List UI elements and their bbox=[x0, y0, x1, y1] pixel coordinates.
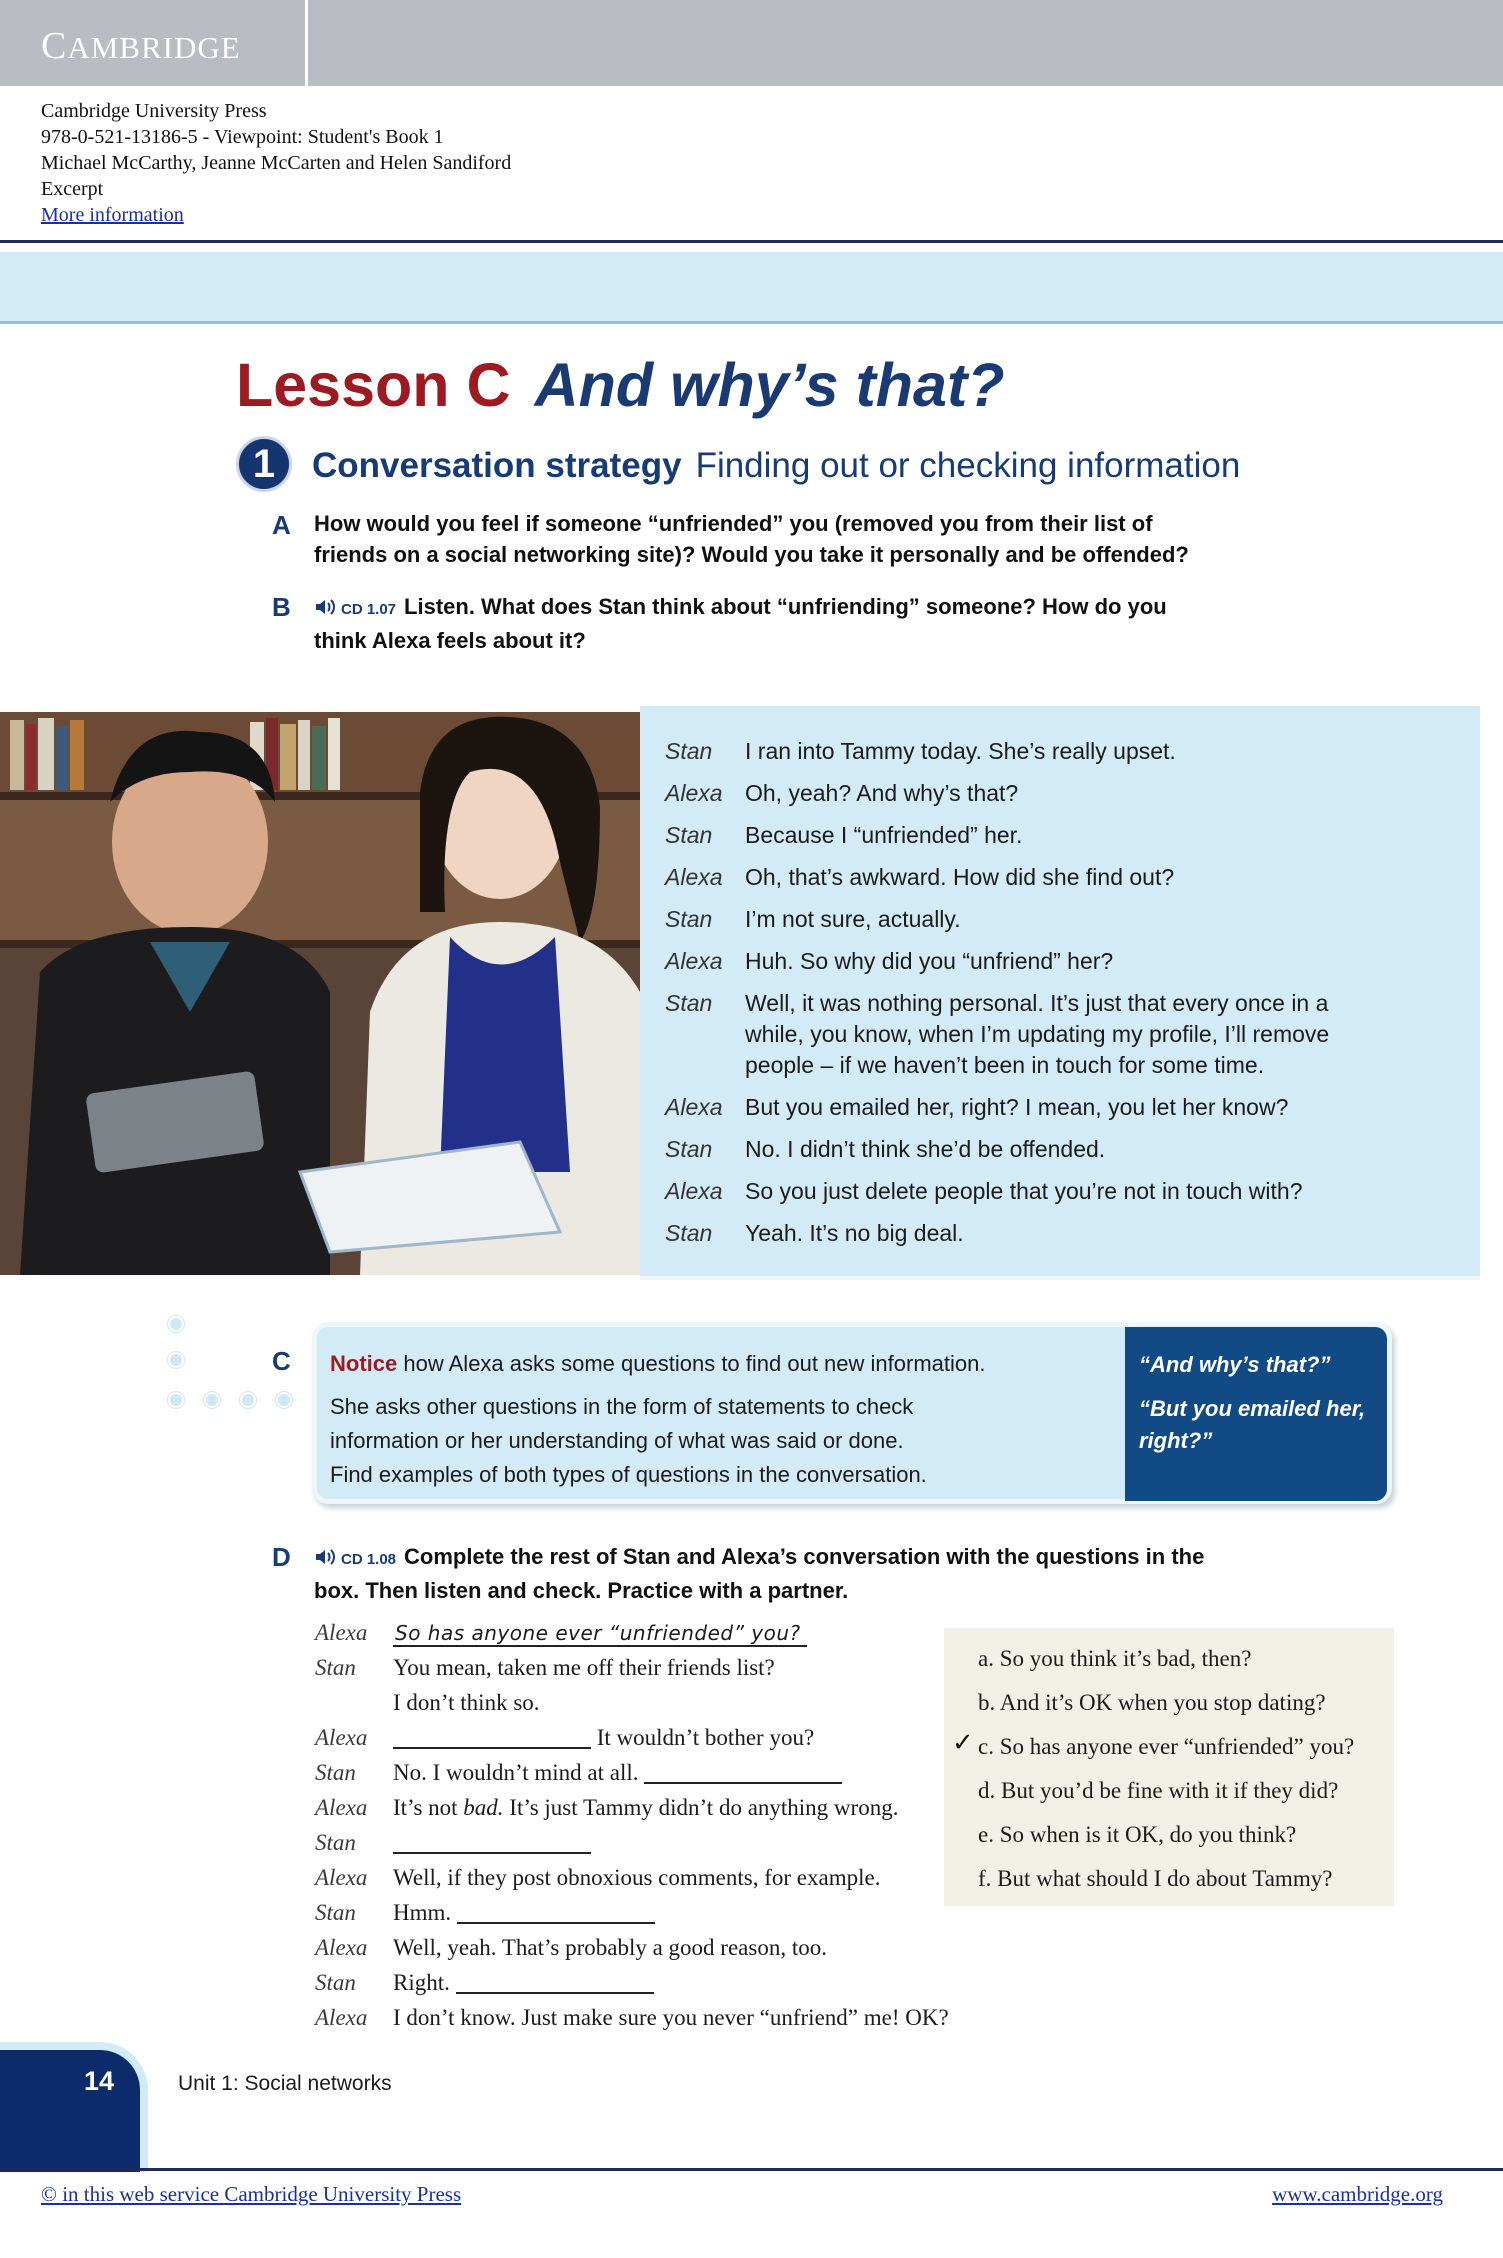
utterance: So you just delete people that you’re not in touch with? bbox=[745, 1178, 1303, 1204]
speaker-name: Alexa bbox=[665, 1094, 723, 1120]
dialogue-text: You mean, taken me off their friends list? bbox=[393, 1655, 775, 1680]
speaker-name: Alexa bbox=[315, 2005, 368, 2030]
handwritten-answer: So has anyone ever “unfriended” you? bbox=[393, 1621, 807, 1647]
speaker-name: Stan bbox=[665, 1136, 713, 1162]
notice-line: information or her understanding of what was said or done. bbox=[330, 1428, 904, 1453]
answer-blank[interactable] bbox=[393, 1832, 591, 1854]
utterance: I’m not sure, actually. bbox=[745, 906, 961, 932]
speaker-name: Stan bbox=[665, 738, 713, 764]
more-information-link[interactable]: More information bbox=[41, 204, 184, 226]
utterance: Because I “unfriended” her. bbox=[745, 822, 1023, 848]
check-mark-icon: ✓ bbox=[952, 1728, 974, 1757]
footer-divider bbox=[0, 2168, 1503, 2171]
speaker-name: Stan bbox=[665, 822, 713, 848]
speaker-name: Stan bbox=[665, 990, 713, 1016]
exercise-d-line: Complete the rest of Stan and Alexa’s conversation with the questions in the bbox=[404, 1544, 1205, 1569]
speaker-name: Stan bbox=[315, 1830, 356, 1855]
decor-dot bbox=[276, 1392, 292, 1408]
publisher-line: Cambridge University Press bbox=[41, 100, 267, 122]
dialogue-text: Well, if they post obnoxious comments, for example. bbox=[393, 1865, 881, 1890]
speaker-name: Alexa bbox=[315, 1865, 368, 1890]
copyright-link[interactable]: © in this web service Cambridge University Press bbox=[41, 2182, 462, 2206]
answer-blank[interactable] bbox=[393, 1727, 591, 1749]
speaker-name: Alexa bbox=[665, 780, 723, 806]
decor-dot bbox=[168, 1316, 184, 1332]
section-number-badge: 1 bbox=[236, 436, 292, 492]
exercise-b-text bbox=[314, 591, 1314, 656]
utterance: Yeah. It’s no big deal. bbox=[745, 1220, 964, 1246]
example-quotes-panel bbox=[1125, 1327, 1387, 1501]
dialogue-text bbox=[393, 1970, 654, 1996]
utterance: Oh, yeah? And why’s that? bbox=[745, 780, 1019, 806]
publisher-header-bar bbox=[0, 0, 1503, 86]
dialogue-fragment: It’s not bbox=[393, 1795, 458, 1820]
dialogue-text bbox=[393, 1830, 591, 1856]
students-photo bbox=[0, 712, 640, 1275]
dialogue-text: Well, yeah. That’s probably a good reason, too. bbox=[393, 1935, 827, 1960]
lesson-heading: And why’s that? bbox=[534, 351, 1005, 419]
answer-options-box bbox=[944, 1628, 1394, 1906]
notice-text bbox=[330, 1347, 1130, 1492]
website-link[interactable]: www.cambridge.org bbox=[1272, 2182, 1443, 2206]
dialogue-fragment: It wouldn’t bother you? bbox=[596, 1725, 815, 1750]
audio-speaker-icon[interactable] bbox=[314, 1548, 338, 1566]
answer-option[interactable]: e. So when is it OK, do you think? bbox=[978, 1822, 1297, 1847]
answer-option[interactable]: f. But what should I do about Tammy? bbox=[978, 1866, 1333, 1891]
students-photo-illustration bbox=[0, 712, 640, 1275]
audio-speaker-icon[interactable] bbox=[314, 598, 338, 616]
page-number: 14 bbox=[84, 2066, 115, 2096]
speaker-name: Alexa bbox=[315, 1620, 368, 1645]
answer-option[interactable]: d. But you’d be fine with it if they did? bbox=[978, 1778, 1339, 1803]
speaker-name: Stan bbox=[315, 1900, 356, 1925]
utterance-line: while, you know, when I’m updating my profile, I’ll remove bbox=[745, 1021, 1330, 1047]
emphasized-word: bad. bbox=[463, 1795, 504, 1820]
speaker-name: Stan bbox=[315, 1970, 356, 1995]
answer-option[interactable]: c. So has anyone ever “unfriended” you? bbox=[978, 1734, 1355, 1759]
exercise-c-letter: C bbox=[272, 1346, 291, 1376]
speaker-name: Alexa bbox=[665, 1178, 723, 1204]
notice-instruction: how Alexa asks some questions to find out new information. bbox=[403, 1351, 986, 1376]
exercise-a-letter: A bbox=[272, 510, 291, 540]
section-title: Conversation strategy bbox=[312, 446, 682, 485]
dialogue-fragment: It’s just Tammy didn’t do anything wrong. bbox=[509, 1795, 899, 1820]
dialogue-text bbox=[393, 1795, 898, 1821]
speaker-name: Alexa bbox=[315, 1795, 368, 1820]
notice-line: She asks other questions in the form of statements to check bbox=[330, 1394, 914, 1419]
answer-blank[interactable] bbox=[457, 1902, 655, 1924]
example-quote: “But you emailed her, right?” bbox=[1139, 1396, 1366, 1453]
utterance: Huh. So why did you “unfriend” her? bbox=[745, 948, 1114, 974]
cambridge-logo: CAMBRIDGE bbox=[41, 25, 241, 67]
exercise-d-text bbox=[314, 1541, 1354, 1606]
decor-dot bbox=[168, 1392, 184, 1408]
exercise-a-line: How would you feel if someone “unfriended” you (removed you from their list of bbox=[314, 511, 1153, 536]
dialogue-text bbox=[393, 1900, 655, 1926]
notice-box bbox=[312, 1322, 1392, 1504]
speaker-name: Stan bbox=[315, 1760, 356, 1785]
utterance: But you emailed her, right? I mean, you let her know? bbox=[745, 1094, 1289, 1120]
dialogue-text bbox=[393, 1725, 814, 1751]
header-divider bbox=[0, 240, 1503, 243]
utterance: No. I didn’t think she’d be offended. bbox=[745, 1136, 1106, 1162]
isbn-line: 978-0-521-13186-5 - Viewpoint: Student's Book 1 bbox=[41, 126, 444, 148]
speaker-name: Stan bbox=[315, 1655, 356, 1680]
dialogue-fragment: No. I wouldn’t mind at all. bbox=[393, 1760, 639, 1785]
decor-dot bbox=[168, 1352, 184, 1368]
speaker-name: Stan bbox=[665, 906, 713, 932]
exercise-d-letter: D bbox=[272, 1542, 291, 1572]
authors-line: Michael McCarthy, Jeanne McCarten and Helen Sandiford bbox=[41, 152, 512, 174]
notice-keyword: Notice bbox=[330, 1351, 398, 1376]
utterance-line: Well, it was nothing personal. It’s just that every once in a bbox=[745, 990, 1329, 1016]
utterance: Oh, that’s awkward. How did she find out? bbox=[745, 864, 1175, 890]
example-quote: “And why’s that?” bbox=[1139, 1352, 1331, 1377]
exercise-a-line: friends on a social networking site)? Would you take it personally and be offended? bbox=[314, 542, 1189, 567]
notice-paragraph bbox=[330, 1390, 1130, 1492]
decor-dot bbox=[240, 1392, 256, 1408]
page-number-tab bbox=[0, 2042, 148, 2172]
book-metadata bbox=[41, 98, 511, 228]
notice-line: Find examples of both types of questions in the conversation. bbox=[330, 1462, 927, 1487]
page-top-band bbox=[0, 252, 1503, 324]
logo-cell bbox=[0, 0, 308, 86]
exercise-b-letter: B bbox=[272, 592, 291, 622]
speaker-name: Alexa bbox=[665, 864, 723, 890]
utterance-line: people – if we haven’t been in touch for some time. bbox=[745, 1052, 1265, 1078]
conversation-panel bbox=[640, 706, 1480, 1276]
decor-dot bbox=[204, 1392, 220, 1408]
exercise-d-line: box. Then listen and check. Practice with a partner. bbox=[314, 1578, 849, 1603]
cd-track-label: CD 1.07 bbox=[341, 601, 397, 618]
exercise-b-line: think Alexa feels about it? bbox=[314, 628, 586, 653]
utterance bbox=[745, 988, 1405, 1081]
cd-track-label: CD 1.08 bbox=[341, 1551, 397, 1568]
lesson-label: Lesson C bbox=[236, 351, 511, 419]
exercise-a-text bbox=[314, 508, 1314, 570]
speaker-name: Stan bbox=[665, 1220, 713, 1246]
dialogue-fragment: Right. bbox=[393, 1970, 450, 1995]
exercise-b-line: Listen. What does Stan think about “unfriending” someone? How do you bbox=[404, 594, 1167, 619]
dialogue-text bbox=[393, 1620, 807, 1646]
utterance: I ran into Tammy today. She’s really upset. bbox=[745, 738, 1176, 764]
answer-blank[interactable] bbox=[456, 1972, 654, 1994]
answer-option[interactable]: b. And it’s OK when you stop dating? bbox=[978, 1690, 1326, 1715]
answer-option[interactable]: a. So you think it’s bad, then? bbox=[978, 1646, 1252, 1671]
unit-label: Unit 1: Social networks bbox=[178, 2072, 392, 2095]
dialogue-text: I don’t think so. bbox=[393, 1690, 540, 1715]
section-title-group bbox=[312, 446, 1240, 486]
answer-blank[interactable] bbox=[644, 1762, 842, 1784]
lesson-title bbox=[236, 350, 1005, 420]
dialogue-fragment: Hmm. bbox=[393, 1900, 452, 1925]
section-subtitle: Finding out or checking information bbox=[695, 446, 1241, 485]
excerpt-line: Excerpt bbox=[41, 178, 104, 200]
speaker-name: Alexa bbox=[315, 1935, 368, 1960]
speaker-name: Alexa bbox=[315, 1725, 368, 1750]
dialogue-text bbox=[393, 1760, 842, 1786]
speaker-name: Alexa bbox=[665, 948, 723, 974]
dialogue-text: I don’t know. Just make sure you never “unfriend” me! OK? bbox=[393, 2005, 949, 2030]
